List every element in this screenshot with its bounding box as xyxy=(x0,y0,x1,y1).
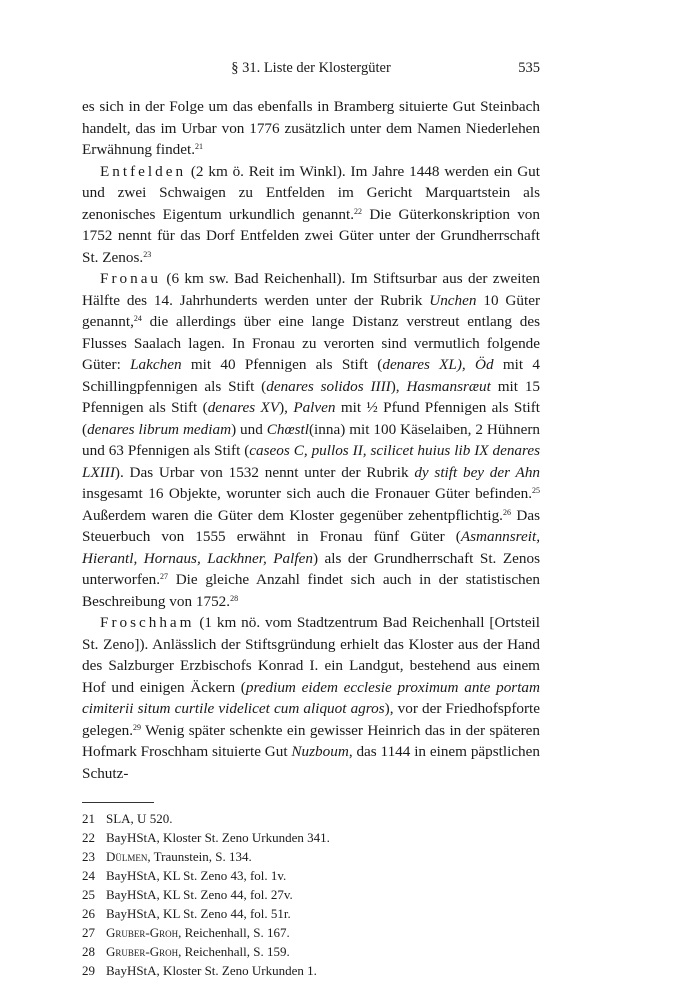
italic-term: Öd xyxy=(475,356,494,373)
footnotes xyxy=(82,809,540,980)
page-number: 535 xyxy=(518,60,540,76)
footnote xyxy=(82,828,540,847)
footnote-number: 28 xyxy=(82,944,95,959)
footnote-ref: 22 xyxy=(354,206,363,216)
footnote-number: 22 xyxy=(82,830,95,845)
footnote-ref: 25 xyxy=(532,486,540,495)
italic-term: denares XV xyxy=(207,399,280,416)
italic-term: Chœstl xyxy=(266,420,309,438)
text-run: 10 Güter genannt, xyxy=(82,291,540,330)
place-name: Entfelden xyxy=(100,162,187,180)
text-run: (1 km nö. vom Stadtzentrum Bad Reichenhall [Ortsteil St. Zeno]). Anlässlich der Stiftsgründung erhielt das Kloster aus der Hand des Salzburger Erzbischofs Konrad I. ein Landgut, bestehend aus einem Hof und einigen Äckern ( xyxy=(82,614,540,696)
footnote-text: BayHStA, KL St. Zeno 44, fol. 51r. xyxy=(106,906,291,921)
text-run xyxy=(466,356,475,373)
footnote-number: 23 xyxy=(82,849,95,864)
text-run: (6 km sw. Bad Reichenhall). Im Stiftsurbar aus der zweiten Hälfte des 14. Jahrhunderts werden unter der Rubrik xyxy=(82,270,540,309)
footnote-ref: 21 xyxy=(195,142,204,151)
text-run: mit 4 Schillingpfennigen als Stift ( xyxy=(82,356,540,395)
footnote xyxy=(82,923,540,942)
footnote-text: BayHStA, Kloster St. Zeno Urkunden 1. xyxy=(106,963,317,978)
text-run: mit ½ Pfund Pfennigen als Stift ( xyxy=(82,399,541,438)
text-run: ), vor der Friedhofspforte gelegen. xyxy=(82,700,541,739)
text-run: ), xyxy=(390,377,407,395)
text-run: mit 40 Pfennigen als Stift ( xyxy=(181,356,383,373)
italic-term: denares XL), xyxy=(382,356,466,373)
footnote-text: BayHStA, KL St. Zeno 43, fol. 1v. xyxy=(106,868,287,883)
text-run: Die gleiche Anzahl findet sich auch in der statistischen Beschreibung von 1752. xyxy=(82,571,540,610)
footnote-number: 27 xyxy=(82,925,95,940)
running-header xyxy=(82,58,540,82)
running-title: § 31. Liste der Klostergüter xyxy=(231,60,391,76)
footnote-ref: 23 xyxy=(143,249,152,259)
footnote xyxy=(82,885,540,904)
italic-term: Unchen xyxy=(429,291,477,309)
italic-term: dy stift bey der Ahn xyxy=(414,463,541,481)
author-name: Gruber-Groh xyxy=(106,925,179,940)
place-name: Froschham xyxy=(100,614,195,631)
italic-term: predium eidem ecclesie proximum ante portam cimiterii situm curtile videlicet cum aliquot agros xyxy=(82,678,540,717)
footnote-ref: 27 xyxy=(160,572,169,581)
footnote-divider xyxy=(82,802,154,803)
footnote-text: BayHStA, Kloster St. Zeno Urkunden 341. xyxy=(106,830,330,845)
footnote xyxy=(82,809,540,828)
footnote-number: 29 xyxy=(82,963,95,978)
italic-term: caseos C, pullos II, scilicet huius lib IX denares LXIII xyxy=(82,442,540,481)
text-run: ) als der Grundherrschaft St. Zenos unterworfen. xyxy=(82,549,541,588)
footnote-number: 25 xyxy=(82,887,95,902)
italic-term: Lakchen xyxy=(130,356,182,373)
text-run: Das Steuerbuch von 1555 erwähnt in Fronau fünf Güter ( xyxy=(82,506,540,545)
footnote-number: 21 xyxy=(82,811,95,826)
text-run: mit 15 Pfennigen als Stift ( xyxy=(82,377,541,416)
text-run: insgesamt 16 Objekte, worunter sich auch die Fronauer Güter befinden. xyxy=(82,485,532,502)
place-name: Fronau xyxy=(100,270,162,287)
italic-term: denares solidos IIII xyxy=(266,377,391,395)
footnote-text: , Reichenhall, S. 167. xyxy=(178,925,290,940)
text-run: , das 1144 in einem päpstlichen Schutz- xyxy=(82,743,540,782)
paragraph-entfelden xyxy=(82,161,540,269)
author-name: Gruber-Groh xyxy=(106,944,179,959)
paragraph-froschham xyxy=(82,612,540,784)
footnote-number: 24 xyxy=(82,868,95,883)
footnote xyxy=(82,847,540,866)
footnote xyxy=(82,904,540,923)
text-run: ). Das Urbar von 1532 nennt unter der Rubrik xyxy=(114,463,415,481)
author-name: Dülmen xyxy=(106,849,148,864)
text-run: Außerdem waren die Güter dem Kloster gegenüber zehentpflichtig. xyxy=(82,506,503,524)
footnote xyxy=(82,942,540,961)
text-run: Wenig später schenkte ein gewisser Heinrich das in der späteren Hofmark Froschham situierte Gut xyxy=(82,721,540,760)
text-run: Die Güterkonskription von 1752 nennt für das Dorf Entfelden zwei Güter unter der Grundherrschaft St. Zenos. xyxy=(82,205,540,266)
footnote-ref: 28 xyxy=(230,593,239,603)
footnote-number: 26 xyxy=(82,906,95,921)
italic-term: denares librum mediam xyxy=(87,420,232,438)
italic-term: Palven xyxy=(293,399,336,416)
text-run: (2 km ö. Reit im Winkl). Im Jahre 1448 werden ein Gut und zwei Schwaigen zu Entfelden im Gericht Marquartstein als zenonisches Eigentum urkundlich genannt. xyxy=(82,162,540,223)
paragraph-continuation xyxy=(82,96,540,161)
text-run: ) und xyxy=(231,420,267,438)
footnote-text: SLA, U 520. xyxy=(106,811,173,826)
text-run: ), xyxy=(279,399,294,416)
italic-term: Hasmansræut xyxy=(406,377,491,395)
footnote xyxy=(82,866,540,885)
footnote-text: BayHStA, KL St. Zeno 44, fol. 27v. xyxy=(106,887,293,902)
paragraph-fronau xyxy=(82,268,540,612)
footnote-text: , Reichenhall, S. 159. xyxy=(178,944,290,959)
italic-term: Asmannsreit, Hierantl, Hornaus, Lackhner, Palfen xyxy=(82,528,540,567)
footnote xyxy=(82,961,540,980)
footnote-ref: 26 xyxy=(502,507,511,517)
main-text xyxy=(82,96,540,784)
text-run: (inna) mit 100 Käselaiben, 2 Hühnern und 63 Pfennigen als Stift ( xyxy=(82,420,540,459)
document-page xyxy=(82,58,540,980)
footnote-text: , Traunstein, S. 134. xyxy=(147,849,252,864)
footnote-ref: 24 xyxy=(133,314,142,323)
text-run: die allerdings über eine lange Distanz verstreut entlang des Flusses Saalach lagen. In Fronau zu verorten sind vermutlich folgende Güter: xyxy=(82,313,540,373)
footnote-ref: 29 xyxy=(133,722,142,732)
text-run: es sich in der Folge um das ebenfalls in Bramberg situierte Gut Steinbach handelt, das im Urbar von 1776 zusätzlich unter dem Namen Niederlehen Erwähnung findet. xyxy=(82,98,540,158)
italic-term: Nuzboum xyxy=(291,743,349,760)
